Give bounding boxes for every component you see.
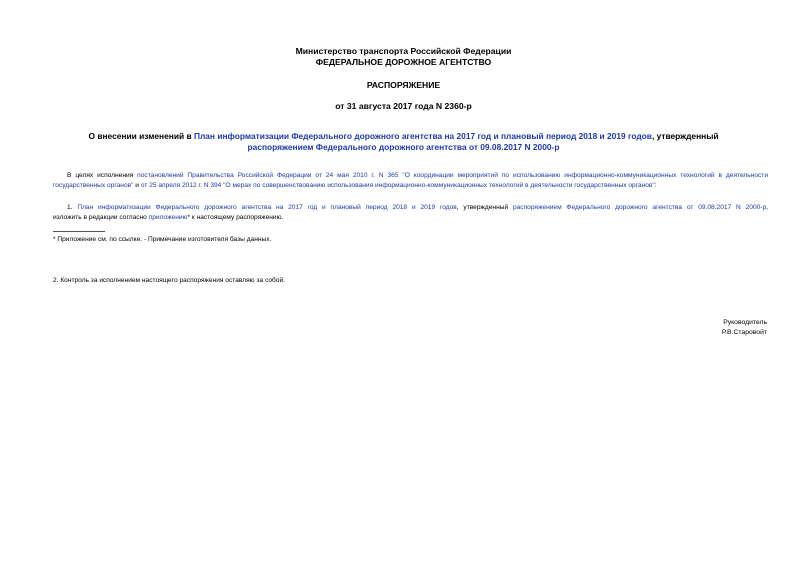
item1-line2	[53, 213, 768, 223]
document-date-number: от 31 августа 2017 года N 2360-р	[335, 101, 472, 111]
item1-text1: , утвержденный	[456, 204, 513, 211]
title-middle: , утвержденный	[651, 131, 719, 141]
signature-name: Р.В.Старовойт	[721, 329, 767, 336]
document-type: РАСПОРЯЖЕНИЕ	[366, 80, 441, 90]
item1-text2: ,	[766, 204, 768, 211]
title-prefix: О внесении изменений в	[88, 131, 194, 141]
item1-line2-text2: * к настоящему распоряжению.	[187, 214, 284, 221]
item1-number: 1.	[67, 204, 78, 211]
preamble-line1	[53, 171, 768, 181]
signature-position: Руководитель	[723, 319, 767, 326]
preamble-link-decree-365[interactable]: постановлений Правительства Российской Федерации от 24 мая 2010 г. N 365 "О координации мероприятий по использованию информационно-коммуникационных технологий в деятельности	[137, 172, 769, 179]
title-link-plan[interactable]: План информатизации Федерального дорожного агентства на 2017 год и плановый период 2018 и 2019 годов	[193, 131, 652, 141]
preamble-link-decree-365-end[interactable]: государственных органов"	[53, 182, 134, 189]
item1-line2-text1: изложить в редакции согласно	[53, 214, 149, 221]
item1-link-order[interactable]: распоряжением Федерального дорожного агентства от 09.08.2017 N 2000-р	[512, 204, 767, 211]
preamble-line2	[53, 181, 768, 191]
preamble-link-decree-394[interactable]: от 25 апреля 2012 г. N 394 "О мерах по совершенствованию использования информационно-коммуникационных технологий в деятельности государственных органов"	[140, 182, 655, 189]
item1-link-plan[interactable]: План информатизации Федерального дорожного агентства на 2017 год и плановый период 2018 и 2019 годов	[77, 204, 457, 211]
title-link-order[interactable]: распоряжением Федерального дорожного агентства от 09.08.2017 N 2000-р	[247, 142, 560, 152]
item2: 2. Контроль за исполнением настоящего распоряжения оставляю за собой.	[53, 277, 285, 284]
document-title	[0, 131, 807, 143]
preamble-text2: и	[133, 182, 141, 189]
item1-link-appendix[interactable]: приложению	[148, 214, 188, 221]
preamble-text1: В целях исполнения	[67, 172, 138, 179]
item1-line1	[53, 203, 768, 213]
document-title-line2	[0, 142, 807, 154]
footnote: * Приложение см. по ссылке. - Примечание изготовителя базы данных.	[53, 236, 272, 243]
footnote-divider	[53, 231, 105, 232]
preamble-text3: :	[654, 182, 657, 189]
agency-name: ФЕДЕРАЛЬНОЕ ДОРОЖНОЕ АГЕНТСТВО	[315, 57, 492, 67]
ministry-name: Министерство транспорта Российской Федерации	[295, 46, 512, 56]
